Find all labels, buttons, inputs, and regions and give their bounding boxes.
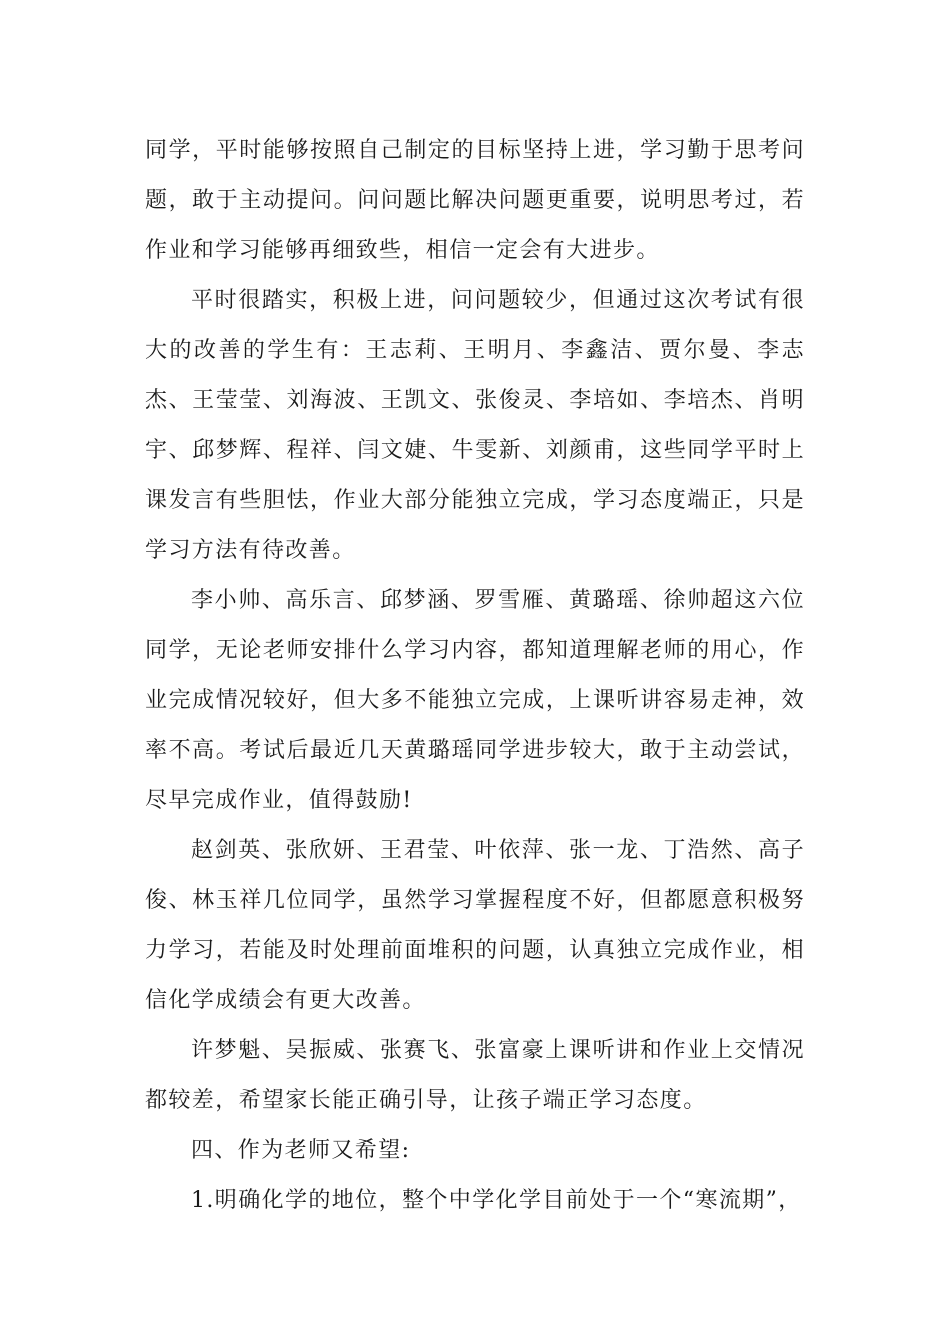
paragraph-5: 许梦魁、吴振威、张赛飞、张富豪上课听讲和作业上交情况都较差，希望家长能正确引导，让孩子端正学习态度。	[145, 1038, 805, 1113]
list-item-1: 1.明确化学的地位，整个中学化学目前处于一个“寒流期”，	[191, 1188, 802, 1213]
paragraph-4: 赵剑英、张欣妍、王君莹、叶依萍、张一龙、丁浩然、高子俊、林玉祥几位同学，虽然学习掌握程度不好，但都愿意积极努力学习，若能及时处理前面堆积的问题，认真独立完成作业，相信化学成绩会有更大改善。	[145, 838, 805, 1013]
document-page	[145, 126, 805, 1226]
paragraph-2: 平时很踏实，积极上进，问问题较少，但通过这次考试有很大的改善的学生有：王志莉、王明月、李鑫洁、贾尔曼、李志杰、王莹莹、刘海波、王凯文、张俊灵、李培如、李培杰、肖明宇、邱梦辉、程祥、闫文婕、牛雯新、刘颜甫，这些同学平时上课发言有些胆怯，作业大部分能独立完成，学习态度端正，只是学习方法有待改善。	[145, 288, 805, 563]
paragraph-1: 同学，平时能够按照自己制定的目标坚持上进，学习勤于思考问题，敢于主动提问。问问题比解决问题更重要，说明思考过，若作业和学习能够再细致些，相信一定会有大进步。	[145, 138, 805, 263]
paragraph-3: 李小帅、高乐言、邱梦涵、罗雪雁、黄璐瑶、徐帅超这六位同学，无论老师安排什么学习内容，都知道理解老师的用心，作业完成情况较好，但大多不能独立完成，上课听讲容易走神，效率不高。考试后最近几天黄璐瑶同学进步较大，敢于主动尝试，尽早完成作业，值得鼓励!	[145, 588, 805, 813]
section-heading: 四、作为老师又希望:	[191, 1138, 411, 1163]
